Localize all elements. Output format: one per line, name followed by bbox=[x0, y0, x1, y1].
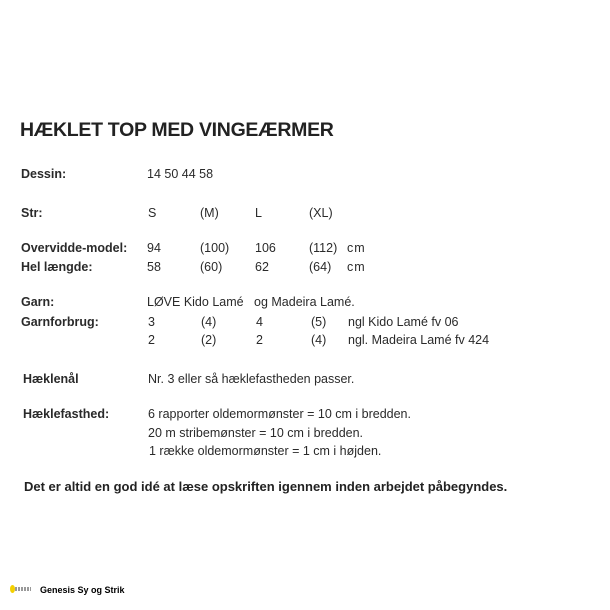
garnforbrug-1-xl: (5) bbox=[311, 315, 327, 329]
advice-note: Det er altid en god idé at læse opskriften igennem inden arbejdet påbegyndes. bbox=[24, 479, 508, 494]
pattern-title: HÆKLET TOP MED VINGEÆRMER bbox=[20, 119, 334, 141]
garnforbrug-1-l: 4 bbox=[256, 315, 263, 329]
garnforbrug-1-m: (4) bbox=[201, 315, 217, 329]
haeklefasthed-line-2: 20 m stribemønster = 10 cm i bredden. bbox=[148, 426, 364, 440]
haeklenaal-label: Hæklenål bbox=[23, 372, 79, 386]
haeklenaal-value: Nr. 3 eller så hæklefastheden passer. bbox=[148, 372, 355, 386]
overvidde-l: 106 bbox=[255, 241, 276, 255]
garnforbrug-1-s: 3 bbox=[148, 315, 155, 329]
garnforbrug-2-s: 2 bbox=[148, 333, 155, 347]
size-label: Str: bbox=[21, 206, 43, 220]
garnforbrug-2-m: (2) bbox=[201, 333, 217, 347]
size-m: (M) bbox=[200, 206, 219, 220]
garnforbrug-2-xl: (4) bbox=[311, 333, 327, 347]
laengde-s: 58 bbox=[147, 260, 161, 274]
haeklefasthed-line-1: 6 rapporter oldemormønster = 10 cm i bredden. bbox=[148, 407, 411, 421]
garnforbrug-2-desc: ngl. Madeira Lamé fv 424 bbox=[348, 333, 490, 347]
laengde-xl: (64) bbox=[309, 260, 332, 274]
overvidde-s: 94 bbox=[147, 241, 161, 255]
laengde-unit: cm bbox=[347, 260, 366, 274]
overvidde-label: Overvidde-model: bbox=[21, 241, 128, 255]
laengde-l: 62 bbox=[255, 260, 269, 274]
garn-value: LØVE Kido Lamé og Madeira Lamé. bbox=[147, 295, 355, 309]
genesis-logo-icon bbox=[10, 585, 32, 595]
overvidde-xl: (112) bbox=[309, 241, 338, 255]
dessin-value: 14 50 44 58 bbox=[147, 167, 214, 181]
garnforbrug-label: Garnforbrug: bbox=[21, 315, 99, 329]
haeklefasthed-line-3: 1 række oldemormønster = 1 cm i højden. bbox=[149, 444, 382, 458]
overvidde-m: (100) bbox=[200, 241, 230, 255]
laengde-m: (60) bbox=[200, 260, 223, 274]
footer bbox=[10, 585, 125, 595]
overvidde-unit: cm bbox=[347, 241, 366, 255]
dessin-label: Dessin: bbox=[21, 167, 67, 181]
garn-label: Garn: bbox=[21, 295, 55, 309]
footer-brand: Genesis Sy og Strik bbox=[40, 585, 125, 595]
size-s: S bbox=[148, 206, 157, 220]
garnforbrug-2-l: 2 bbox=[256, 333, 263, 347]
haeklefasthed-label: Hæklefasthed: bbox=[23, 407, 110, 421]
size-xl: (XL) bbox=[309, 206, 333, 220]
laengde-label: Hel længde: bbox=[21, 260, 93, 274]
size-l: L bbox=[255, 206, 262, 220]
garnforbrug-1-desc: ngl Kido Lamé fv 06 bbox=[348, 315, 459, 329]
